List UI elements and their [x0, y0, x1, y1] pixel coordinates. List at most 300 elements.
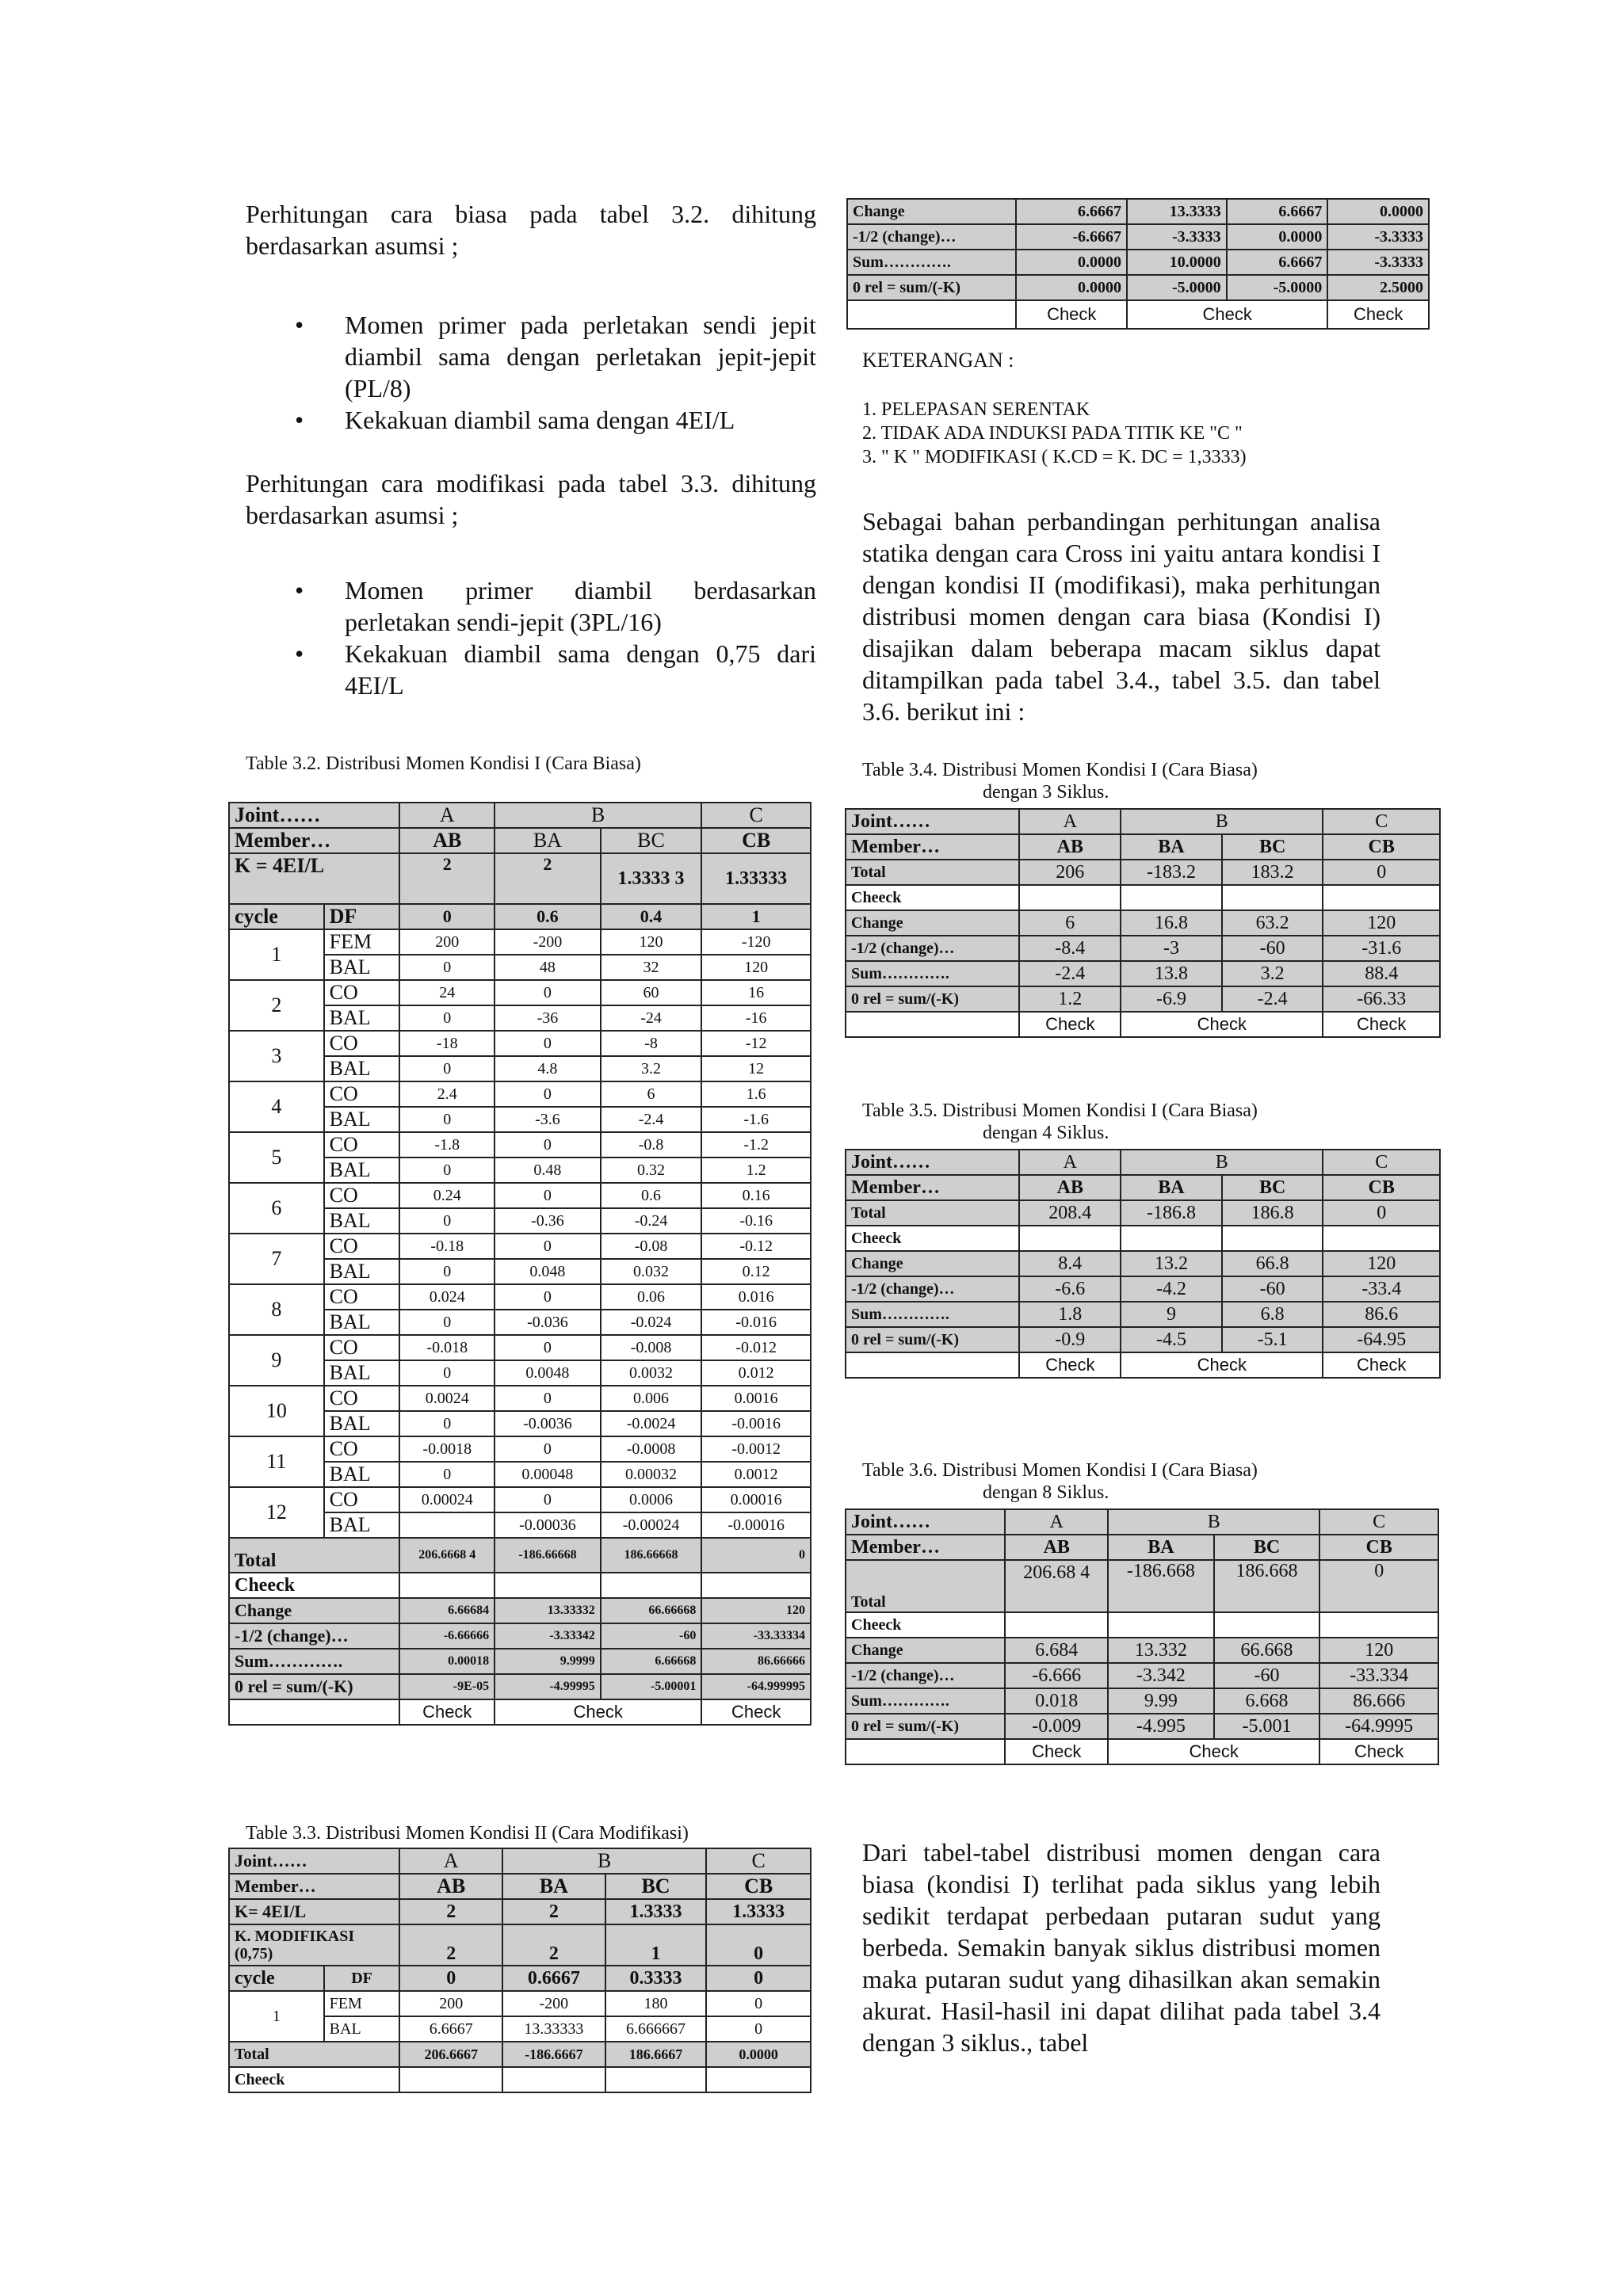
k-ba: 2: [502, 1899, 605, 1924]
step-label: CO: [324, 1183, 400, 1208]
moment-value: -1.6: [701, 1107, 811, 1132]
summary-value: -3.3333: [1127, 224, 1227, 250]
summary-value: -4.2: [1121, 1276, 1222, 1302]
table-row: [229, 1183, 811, 1208]
table-3-6: [845, 1508, 1439, 1765]
moment-value: 6.6667: [399, 2016, 502, 2042]
moment-value: -1.2: [701, 1132, 811, 1158]
table-3-5-caption: Table 3.5. Distribusi Momen Kondisi I (Cara Biasa): [862, 1100, 1258, 1121]
assumption-list-1: [246, 309, 816, 436]
summary-label: Change: [229, 1598, 399, 1623]
summary-value: -60: [1222, 1276, 1323, 1302]
moment-value: 0.0012: [701, 1462, 811, 1487]
moment-value: 0.0006: [601, 1487, 702, 1512]
moment-value: 0.032: [601, 1259, 702, 1284]
moment-value: 0.016: [701, 1284, 811, 1310]
table-row: [846, 1327, 1440, 1352]
moment-value: -0.36: [495, 1208, 601, 1234]
joint-label: Joint……: [229, 1848, 399, 1874]
moment-value: 1.6: [701, 1081, 811, 1107]
table-3-2: [228, 802, 812, 1726]
total-ba: -186.8: [1121, 1200, 1222, 1226]
table-row: [847, 275, 1429, 300]
table-row: [229, 1031, 811, 1056]
moment-value: 0: [399, 1208, 495, 1234]
check-cell-b: Check: [495, 1699, 701, 1725]
summary-value: -4.99995: [495, 1674, 601, 1699]
moment-value: 0: [399, 1411, 495, 1436]
summary-value: -5.0000: [1127, 275, 1227, 300]
moment-value: 0: [495, 1487, 601, 1512]
summary-value: 88.4: [1323, 961, 1440, 986]
moment-value: -24: [601, 1005, 702, 1031]
summary-value: -6.6: [1019, 1276, 1121, 1302]
summary-label: Sum………….: [847, 250, 1016, 275]
joint-label: Joint……: [846, 1150, 1019, 1175]
member-ab: AB: [1005, 1535, 1108, 1560]
moment-value: 0: [495, 1386, 601, 1411]
cycle-number: 9: [229, 1335, 324, 1386]
summary-value: 6.668: [1214, 1688, 1320, 1714]
moment-value: 0.00032: [601, 1462, 702, 1487]
summary-value: -6.9: [1121, 986, 1222, 1012]
step-label: CO: [324, 1386, 400, 1411]
table-3-6-summary: [846, 1638, 1438, 1739]
moment-value: -200: [502, 1991, 605, 2016]
moment-value: 6: [601, 1081, 702, 1107]
joint-c: C: [706, 1848, 811, 1874]
moment-value: 0: [399, 1360, 495, 1386]
cycle-label: cycle: [229, 904, 324, 929]
intro-paragraph-1: Perhitungan cara biasa pada tabel 3.2. dihitung berdasarkan asumsi ;: [246, 200, 816, 260]
moment-value: 0.48: [495, 1158, 601, 1183]
member-cb: CB: [1323, 1175, 1440, 1200]
table-3-6-caption: Table 3.6. Distribusi Momen Kondisi I (Cara Biasa): [862, 1460, 1258, 1481]
total-ba: -186.668: [1108, 1560, 1214, 1612]
moment-value: 0: [495, 1335, 601, 1360]
summary-value: -60: [1214, 1663, 1320, 1688]
notes-list: [862, 398, 1247, 469]
moment-value: [399, 1512, 495, 1538]
df-ab: 0: [399, 1966, 502, 1991]
moment-value: -200: [495, 929, 601, 955]
list-item: • Momen primer diambil berdasarkan perletakan sendi-jepit (3PL/16): [295, 576, 816, 636]
cycle-number: 6: [229, 1183, 324, 1234]
table-row: [229, 1132, 811, 1158]
moment-value: 0: [706, 2016, 811, 2042]
moment-value: 0.12: [701, 1259, 811, 1284]
table-3-5: [845, 1149, 1441, 1379]
kmod-cb: 0: [706, 1924, 811, 1966]
moment-value: -0.00016: [701, 1512, 811, 1538]
joint-c: C: [701, 803, 811, 828]
member-cb: CB: [701, 828, 811, 853]
summary-value: -2.4: [1222, 986, 1323, 1012]
table-row: [846, 1688, 1438, 1714]
table-3-4-caption: Table 3.4. Distribusi Momen Kondisi I (Cara Biasa): [862, 760, 1258, 780]
list-item: 1. PELEPASAN SERENTAK: [862, 399, 1090, 420]
summary-value: 10.0000: [1127, 250, 1227, 275]
summary-value: -33.334: [1319, 1663, 1438, 1688]
table-3-4: [845, 808, 1441, 1038]
moment-value: 0: [399, 1259, 495, 1284]
moment-value: -120: [701, 929, 811, 955]
summary-label: Change: [847, 199, 1016, 224]
cycle-number: 10: [229, 1386, 324, 1436]
table-3-4-summary: [846, 910, 1440, 1012]
summary-value: -6.66666: [399, 1623, 495, 1649]
summary-value: 9.9999: [495, 1649, 601, 1674]
member-label: Member…: [229, 1874, 399, 1899]
total-bc: 183.2: [1222, 860, 1323, 885]
moment-value: 0.012: [701, 1360, 811, 1386]
check-cell-a: Check: [399, 1699, 495, 1725]
k-bc: 1.3333: [605, 1899, 707, 1924]
moment-value: -0.24: [601, 1208, 702, 1234]
summary-value: 86.66666: [701, 1649, 811, 1674]
table-row: [846, 1251, 1440, 1276]
table-row: [846, 910, 1440, 936]
table-3-3: [228, 1848, 812, 2093]
moment-value: 0.00024: [399, 1487, 495, 1512]
member-bc: BC: [605, 1874, 707, 1899]
moment-value: 0.00016: [701, 1487, 811, 1512]
summary-value: -64.95: [1323, 1327, 1440, 1352]
df-label: DF: [324, 1966, 400, 1991]
total-ab: 206: [1019, 860, 1121, 885]
summary-value: 120: [1323, 910, 1440, 936]
check-cell-a: Check: [1016, 300, 1127, 329]
moment-value: 0.24: [399, 1183, 495, 1208]
moment-value: 120: [601, 929, 702, 955]
cycle-number: 11: [229, 1436, 324, 1487]
summary-value: 120: [701, 1598, 811, 1623]
cheeck-label: Cheeck: [846, 1612, 1005, 1638]
moment-value: -8: [601, 1031, 702, 1056]
joint-b: B: [502, 1848, 706, 1874]
table-row: [846, 1638, 1438, 1663]
step-label: CO: [324, 980, 400, 1005]
summary-value: -33.4: [1323, 1276, 1440, 1302]
comparison-paragraph: Sebagai bahan perbandingan perhitungan analisa statika dengan cara Cross ini yaitu antara kondisi I dengan kondisi II (modifikasi), maka perhitungan distribusi momen dengan cara biasa (Kondisi I) disajikan dalam beberapa macam siklus dapat ditampilkan pada tabel 3.4., tabel 3.5. dan tabel 3.6. berikut ini :: [862, 507, 1381, 726]
table-row: [229, 1436, 811, 1462]
summary-value: 86.6: [1323, 1302, 1440, 1327]
moment-value: 4.8: [495, 1056, 601, 1081]
step-label: BAL: [324, 955, 400, 980]
joint-a: A: [1019, 1150, 1121, 1175]
total-ba: -186.66668: [495, 1538, 601, 1573]
step-label: CO: [324, 1031, 400, 1056]
table-3-6-caption-line2: dengan 8 Siklus.: [983, 1482, 1109, 1503]
moment-value: 0.0016: [701, 1386, 811, 1411]
summary-value: 0.0000: [1327, 199, 1429, 224]
check-cell-c: Check: [1323, 1012, 1440, 1037]
moment-value: -0.0012: [701, 1436, 811, 1462]
table-row: [846, 1663, 1438, 1688]
table-row: [229, 1284, 811, 1310]
summary-value: -5.1: [1222, 1327, 1323, 1352]
kmod-ba: 2: [502, 1924, 605, 1966]
bullet-icon: •: [295, 406, 304, 434]
moment-value: 0: [399, 1158, 495, 1183]
summary-value: 8.4: [1019, 1251, 1121, 1276]
table-3-5-caption-line2: dengan 4 Siklus.: [983, 1123, 1109, 1143]
member-ab: AB: [1019, 834, 1121, 860]
summary-label: -1/2 (change)…: [846, 1276, 1019, 1302]
summary-value: 0.018: [1005, 1688, 1108, 1714]
k-label: K = 4EI/L: [229, 853, 399, 904]
moment-value: 0.6: [601, 1183, 702, 1208]
table-row: [846, 1302, 1440, 1327]
member-bc: BC: [1222, 1175, 1323, 1200]
check-cell-b: Check: [1121, 1352, 1323, 1378]
member-cb: CB: [1323, 834, 1440, 860]
summary-value: 63.2: [1222, 910, 1323, 936]
moment-value: -0.024: [601, 1310, 702, 1335]
table-3-5-summary: [846, 1251, 1440, 1352]
moment-value: -12: [701, 1031, 811, 1056]
moment-value: 1.2: [701, 1158, 811, 1183]
summary-value: -4.5: [1121, 1327, 1222, 1352]
df-label: DF: [324, 904, 400, 929]
summary-label: Sum………….: [846, 1688, 1005, 1714]
df-bc: 0.4: [601, 904, 702, 929]
moment-value: 0: [495, 980, 601, 1005]
check-cell-c: Check: [1319, 1739, 1438, 1764]
moment-value: 180: [605, 1991, 707, 2016]
member-ab: AB: [399, 828, 495, 853]
summary-value: 0.0000: [1016, 275, 1127, 300]
step-label: BAL: [324, 1056, 400, 1081]
moment-value: 0.024: [399, 1284, 495, 1310]
cycle-number: 1: [229, 1991, 324, 2042]
moment-value: -0.00036: [495, 1512, 601, 1538]
table-row: [229, 1649, 811, 1674]
member-ba: BA: [1108, 1535, 1214, 1560]
moment-value: 120: [701, 955, 811, 980]
summary-value: 120: [1319, 1638, 1438, 1663]
member-label: Member…: [229, 828, 399, 853]
moment-value: 0.06: [601, 1284, 702, 1310]
table-3-2-cycles: [229, 929, 811, 1538]
cycle-number: 3: [229, 1031, 324, 1081]
step-label: BAL: [324, 1259, 400, 1284]
summary-value: 16.8: [1121, 910, 1222, 936]
total-bc: 186.6667: [605, 2042, 707, 2067]
list-item: 2. TIDAK ADA INDUKSI PADA TITIK KE "C ": [862, 423, 1243, 444]
k-ab: 2: [399, 1899, 502, 1924]
left-column: [246, 198, 816, 701]
list-item: 3. " K " MODIFIKASI ( K.CD = K. DC = 1,3333): [862, 447, 1247, 467]
total-label: Total: [229, 1538, 399, 1573]
table-row: [229, 1674, 811, 1699]
summary-value: -31.6: [1323, 936, 1440, 961]
moment-value: 0: [495, 1081, 601, 1107]
moment-value: -0.18: [399, 1234, 495, 1259]
summary-value: 0.00018: [399, 1649, 495, 1674]
summary-value: 13.2: [1121, 1251, 1222, 1276]
moment-value: -0.016: [701, 1310, 811, 1335]
moment-value: -0.0016: [701, 1411, 811, 1436]
bullet-icon: •: [295, 311, 304, 339]
moment-value: 13.33333: [502, 2016, 605, 2042]
k-cb: 1.33333: [701, 853, 811, 904]
moment-value: 0: [399, 1056, 495, 1081]
moment-value: -0.0018: [399, 1436, 495, 1462]
summary-value: 13.8: [1121, 961, 1222, 986]
summary-value: 0.0000: [1016, 250, 1127, 275]
member-ba: BA: [495, 828, 601, 853]
summary-label: 0 rel = sum/(-K): [846, 1714, 1005, 1739]
total-bc: 186.668: [1214, 1560, 1320, 1612]
total-ba: -186.6667: [502, 2042, 605, 2067]
moment-value: 0: [399, 1005, 495, 1031]
joint-label: Joint……: [846, 1509, 1005, 1535]
moment-value: 0.006: [601, 1386, 702, 1411]
moment-value: -36: [495, 1005, 601, 1031]
summary-value: 2.5000: [1327, 275, 1429, 300]
moment-value: 60: [601, 980, 702, 1005]
total-ab: 206.6668 4: [399, 1538, 495, 1573]
summary-value: 66.8: [1222, 1251, 1323, 1276]
df-ba: 0.6667: [502, 1966, 605, 1991]
summary-value: 6.684: [1005, 1638, 1108, 1663]
moment-value: 0.32: [601, 1158, 702, 1183]
joint-c: C: [1323, 1150, 1440, 1175]
summary-value: -64.9995: [1319, 1714, 1438, 1739]
table-row: [847, 199, 1429, 224]
moment-value: 0: [399, 1310, 495, 1335]
check-cell-b: Check: [1127, 300, 1327, 329]
assumption-list-2: [246, 574, 816, 701]
summary-value: -0.9: [1019, 1327, 1121, 1352]
summary-value: 9: [1121, 1302, 1222, 1327]
summary-label: 0 rel = sum/(-K): [847, 275, 1016, 300]
moment-value: -0.8: [601, 1132, 702, 1158]
table-row: [846, 1714, 1438, 1739]
total-bc: 186.8: [1222, 1200, 1323, 1226]
summary-label: -1/2 (change)…: [847, 224, 1016, 250]
member-label: Member…: [846, 1535, 1005, 1560]
k-cb: 1.3333: [706, 1899, 811, 1924]
table-3-3-caption: Table 3.3. Distribusi Momen Kondisi II (Cara Modifikasi): [246, 1823, 689, 1844]
bullet-icon: •: [295, 639, 304, 668]
summary-value: 6.6667: [1227, 250, 1328, 275]
member-ab: AB: [399, 1874, 502, 1899]
check-cell-b: Check: [1121, 1012, 1323, 1037]
member-ba: BA: [1121, 834, 1222, 860]
cycle-number: 2: [229, 980, 324, 1031]
summary-value: -5.00001: [601, 1674, 702, 1699]
moment-value: 0: [399, 1107, 495, 1132]
moment-value: 2.4: [399, 1081, 495, 1107]
cheeck-label: Cheeck: [229, 1573, 399, 1598]
total-ba: -183.2: [1121, 860, 1222, 885]
moment-value: 0: [706, 1991, 811, 2016]
summary-value: 1.2: [1019, 986, 1121, 1012]
summary-label: -1/2 (change)…: [846, 936, 1019, 961]
table-3-3-summary: [847, 199, 1429, 300]
total-cb: 0.0000: [706, 2042, 811, 2067]
summary-value: 86.666: [1319, 1688, 1438, 1714]
step-label: FEM: [324, 1991, 400, 2016]
cycle-number: 12: [229, 1487, 324, 1538]
table-row: [229, 1623, 811, 1649]
summary-label: -1/2 (change)…: [846, 1663, 1005, 1688]
table-row: [846, 1276, 1440, 1302]
summary-value: 120: [1323, 1251, 1440, 1276]
cycle-number: 1: [229, 929, 324, 980]
step-label: BAL: [324, 1411, 400, 1436]
summary-value: 0.0000: [1227, 224, 1328, 250]
kmod-ab: 2: [399, 1924, 502, 1966]
total-label: Total: [846, 1560, 1005, 1612]
check-cell-c: Check: [1323, 1352, 1440, 1378]
moment-value: -2.4: [601, 1107, 702, 1132]
moment-value: -0.12: [701, 1234, 811, 1259]
cycle-number: 5: [229, 1132, 324, 1183]
table-row: [846, 936, 1440, 961]
step-label: BAL: [324, 1310, 400, 1335]
df-ab: 0: [399, 904, 495, 929]
total-ab: 206.6667: [399, 2042, 502, 2067]
summary-label: Change: [846, 910, 1019, 936]
summary-value: 6.6667: [1016, 199, 1127, 224]
df-cb: 0: [706, 1966, 811, 1991]
step-label: CO: [324, 1132, 400, 1158]
member-label: Member…: [846, 1175, 1019, 1200]
moment-value: 16: [701, 980, 811, 1005]
k-ab: 2: [399, 853, 495, 904]
member-ba: BA: [1121, 1175, 1222, 1200]
member-bc: BC: [1214, 1535, 1320, 1560]
table-row: [229, 1081, 811, 1107]
step-label: BAL: [324, 2016, 400, 2042]
check-cell-c: Check: [701, 1699, 811, 1725]
moment-value: 0: [495, 1183, 601, 1208]
moment-value: 0.0048: [495, 1360, 601, 1386]
step-label: CO: [324, 1335, 400, 1360]
moment-value: 200: [399, 1991, 502, 2016]
step-label: CO: [324, 1234, 400, 1259]
table-row: [847, 224, 1429, 250]
moment-value: -0.012: [701, 1335, 811, 1360]
moment-value: 3.2: [601, 1056, 702, 1081]
summary-value: -33.33334: [701, 1623, 811, 1649]
step-label: BAL: [324, 1360, 400, 1386]
check-cell-c: Check: [1327, 300, 1429, 329]
table-row: [229, 980, 811, 1005]
cycle-label: cycle: [229, 1966, 324, 1991]
step-label: CO: [324, 1436, 400, 1462]
moment-value: -1.8: [399, 1132, 495, 1158]
moment-value: -0.00024: [601, 1512, 702, 1538]
summary-value: 6.66684: [399, 1598, 495, 1623]
joint-b: B: [1108, 1509, 1319, 1535]
summary-label: 0 rel = sum/(-K): [229, 1674, 399, 1699]
total-ab: 208.4: [1019, 1200, 1121, 1226]
keterangan-label: KETERANGAN :: [862, 349, 1014, 372]
check-cell-a: Check: [1005, 1739, 1108, 1764]
joint-a: A: [399, 803, 495, 828]
moment-value: -18: [399, 1031, 495, 1056]
moment-value: -0.018: [399, 1335, 495, 1360]
total-cb: 0: [701, 1538, 811, 1573]
cheeck-label: Cheeck: [846, 1226, 1019, 1251]
moment-value: -0.08: [601, 1234, 702, 1259]
summary-value: -64.999995: [701, 1674, 811, 1699]
cheeck-label: Cheeck: [846, 885, 1019, 910]
